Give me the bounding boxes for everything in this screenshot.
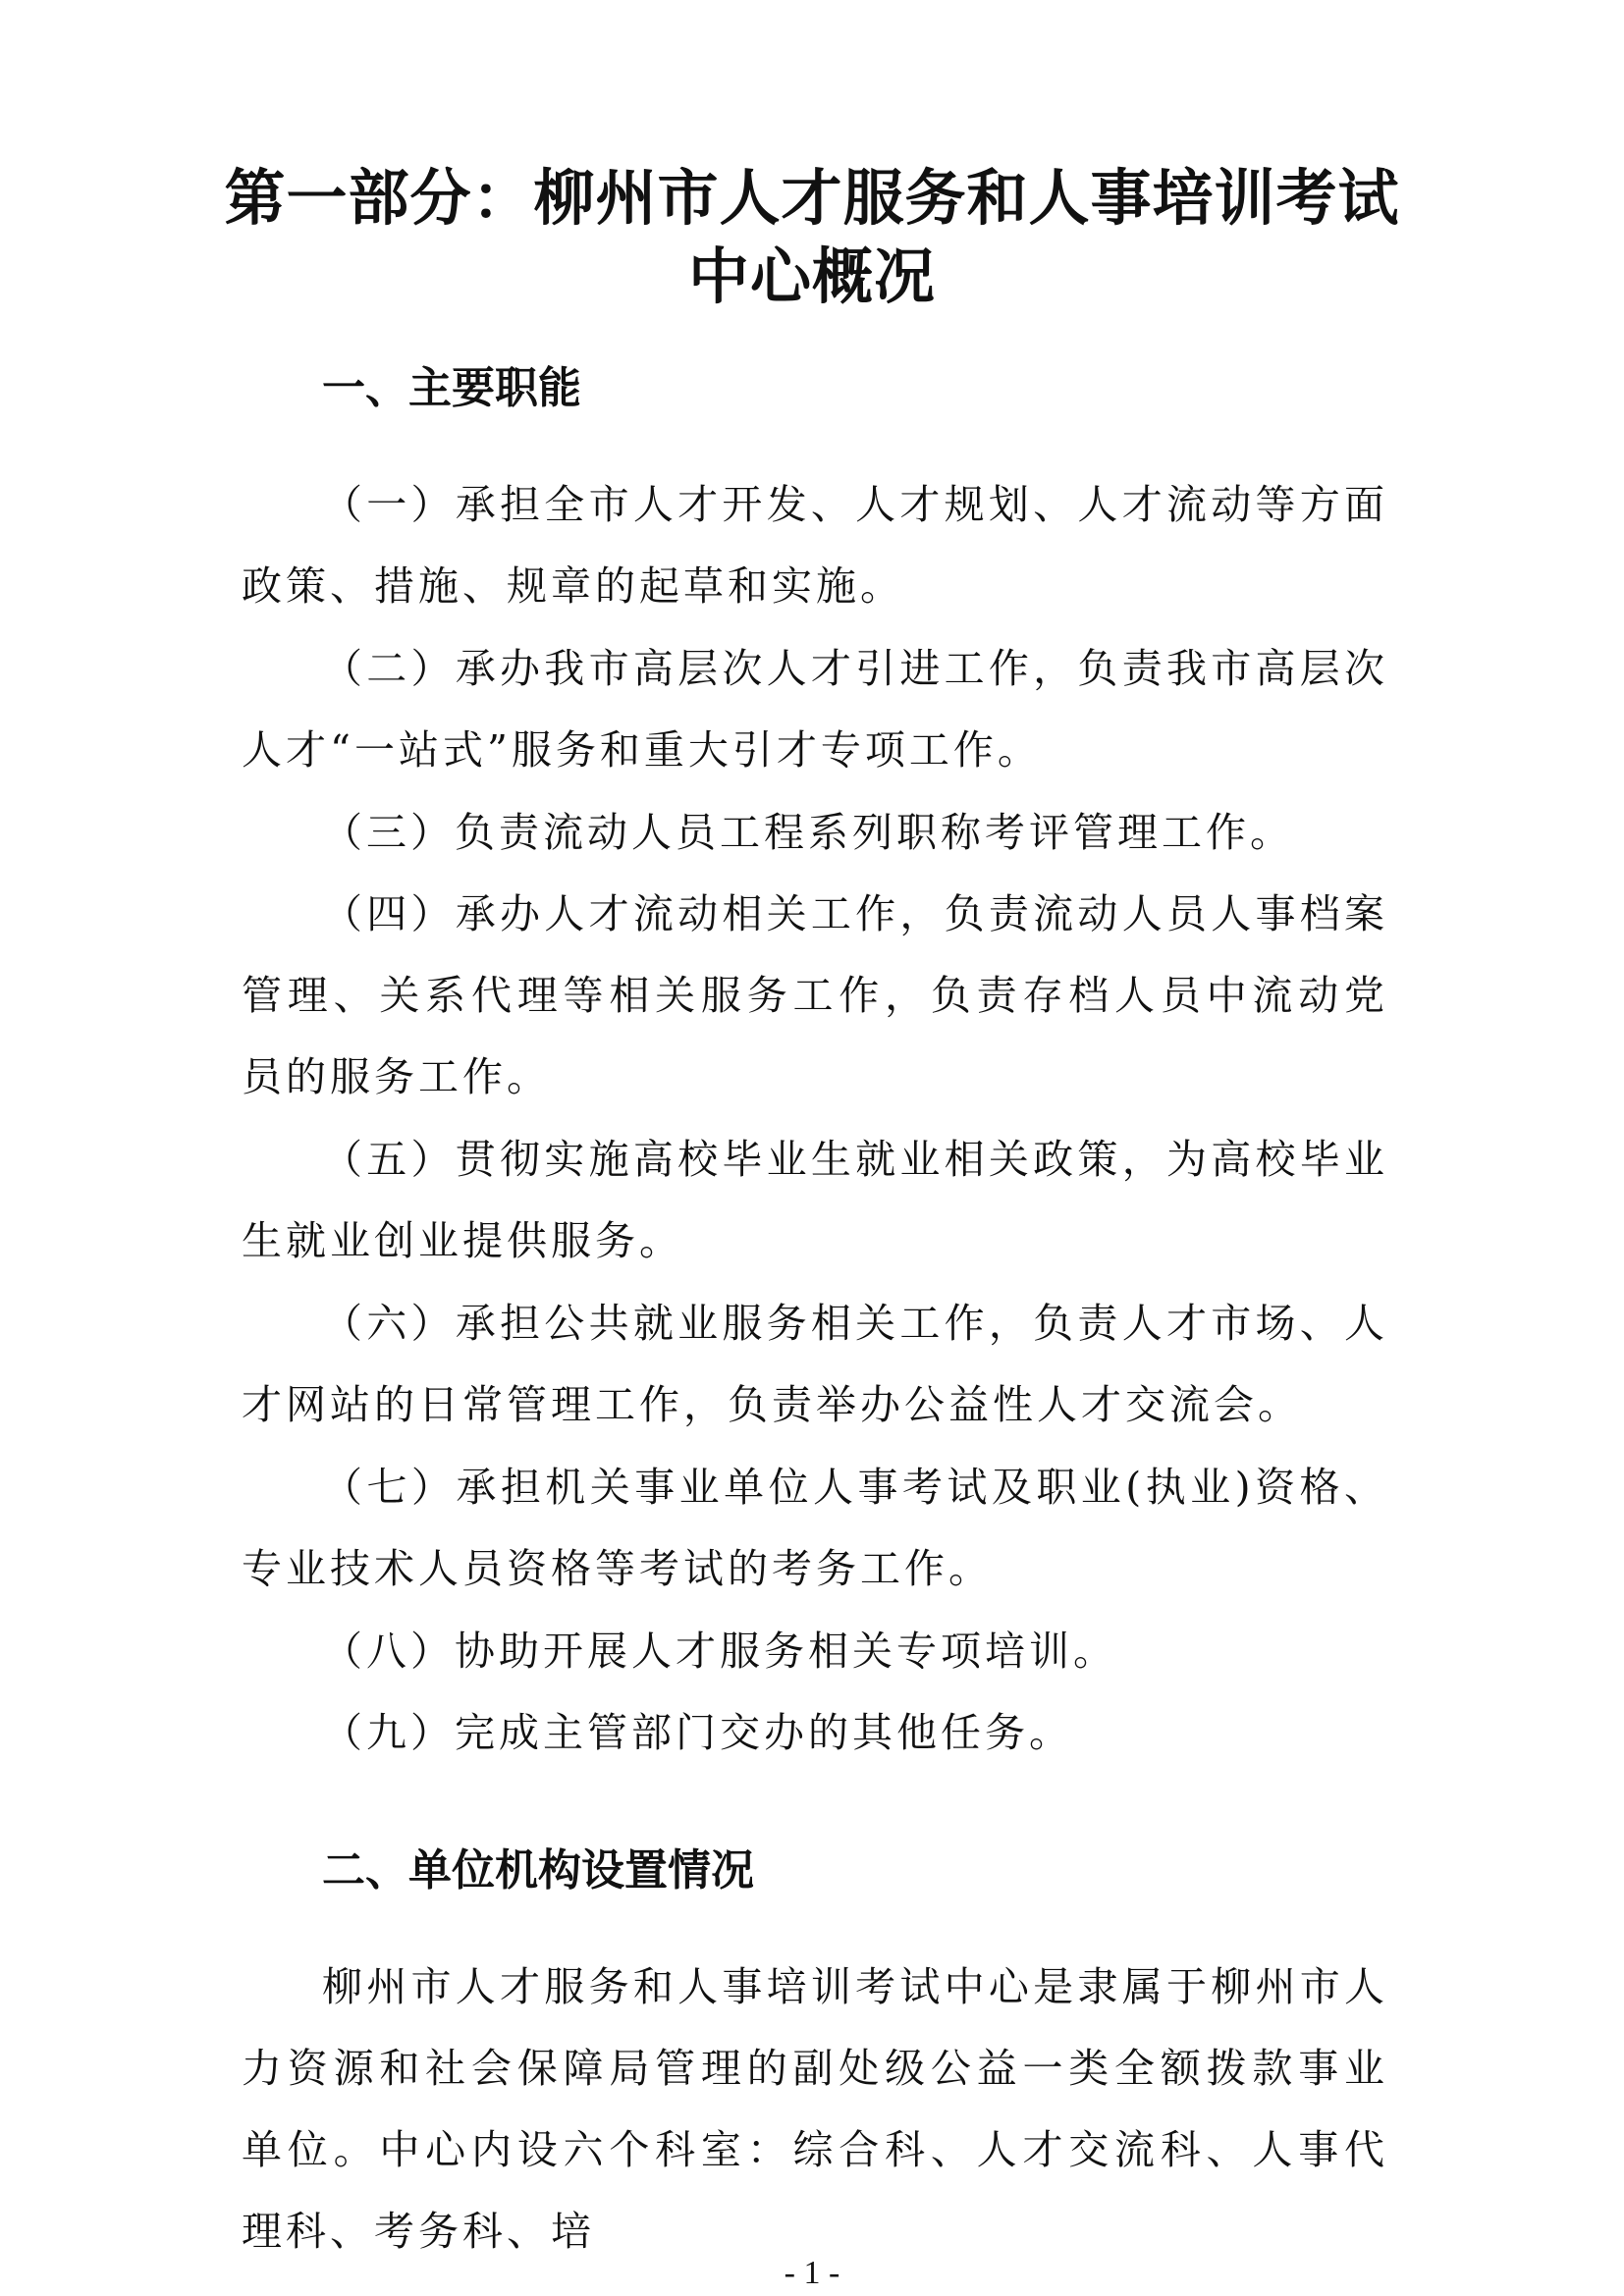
page-number: - 1 - <box>784 2255 840 2291</box>
paragraph-function-9: （九）完成主管部门交办的其他任务。 <box>322 1709 1073 1756</box>
section-heading-functions: 一、主要职能 <box>322 363 581 413</box>
paragraph-function-6: （六）承担公共就业服务相关工作，负责人才市场、人才网站的日常管理工作，负责举办公益性人才交流会。 <box>242 1300 1388 1428</box>
section-heading-organization: 二、单位机构设置情况 <box>322 1845 754 1896</box>
paragraph-function-7: （七）承担机关事业单位人事考试及职业(执业)资格、专业技术人员资格等考试的考务工作。 <box>242 1464 1388 1592</box>
paragraph-organization: 柳州市人才服务和人事培训考试中心是隶属于柳州市人力资源和社会保障局管理的副处级公益一类全额拨款事业单位。中心内设六个科室：综合科、人才交流科、人事代理科、考务科、培 <box>242 1963 1388 2255</box>
paragraph-function-4: （四）承办人才流动相关工作，负责流动人员人事档案管理、关系代理等相关服务工作，负责存档人员中流动党员的服务工作。 <box>242 890 1388 1100</box>
page-title <box>196 159 1428 316</box>
paragraph-function-8: （八）协助开展人才服务相关专项培训。 <box>322 1628 1117 1675</box>
title-line-1: 第一部分：柳州市人才服务和人事培训考试 <box>224 162 1400 234</box>
paragraph-function-3: （三）负责流动人员工程系列职称考评管理工作。 <box>322 809 1294 856</box>
paragraph-function-2: （二）承办我市高层次人才引进工作，负责我市高层次人才“一站式”服务和重大引才专项工作。 <box>242 645 1388 774</box>
title-line-2: 中心概况 <box>687 240 936 312</box>
paragraph-function-5: （五）贯彻实施高校毕业生就业相关政策，为高校毕业生就业创业提供服务。 <box>242 1136 1388 1264</box>
paragraph-function-1: （一）承担全市人才开发、人才规划、人才流动等方面政策、措施、规章的起草和实施。 <box>242 481 1388 610</box>
